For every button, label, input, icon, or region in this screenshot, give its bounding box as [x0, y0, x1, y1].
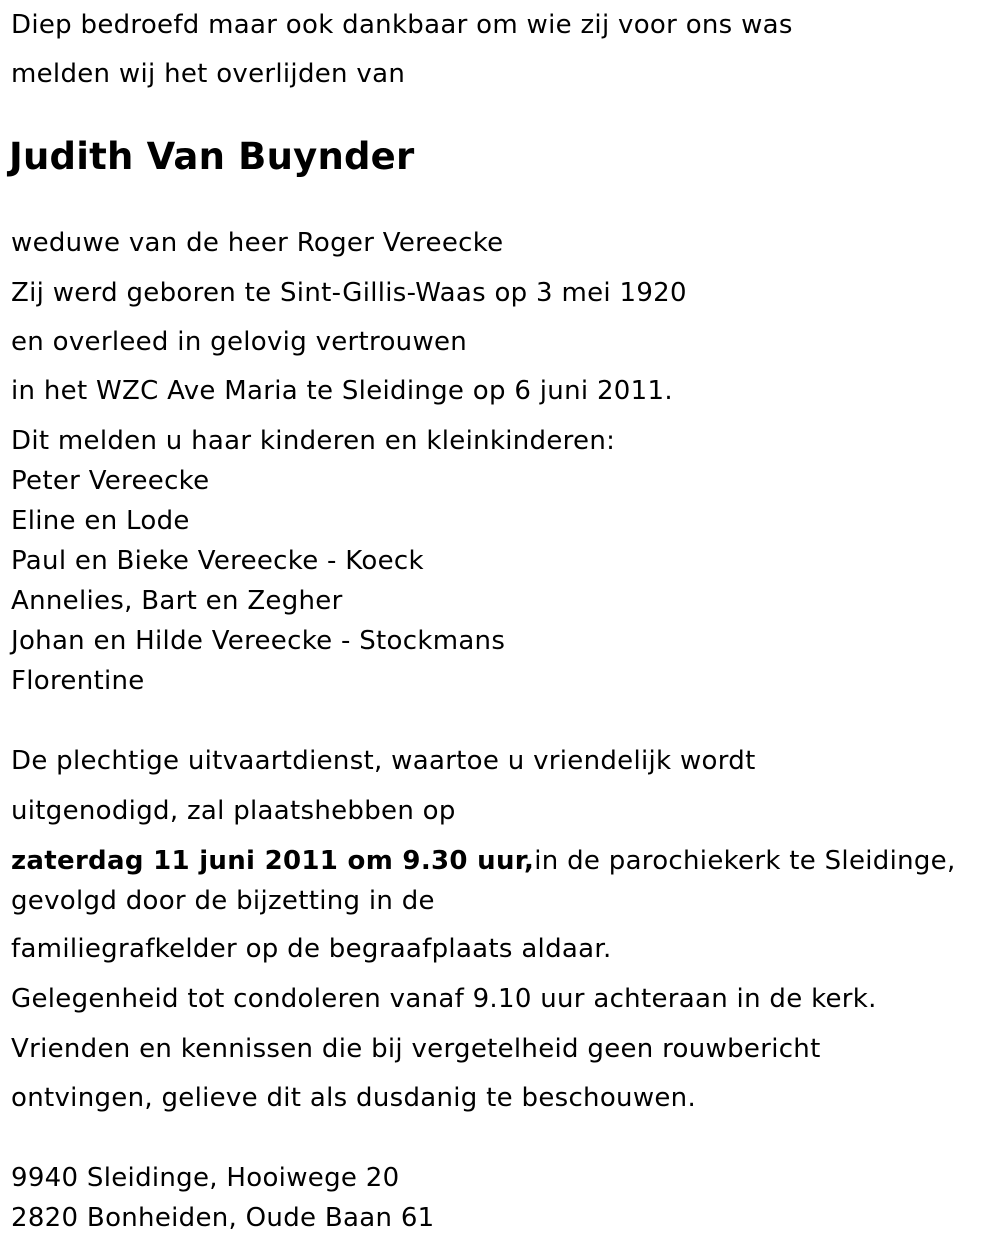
death-line-1: en overleed in gelovig vertrouwen [11, 327, 468, 357]
birth-line: Zij werd geboren te Sint-Gillis-Waas op 3 mei 1920 [11, 278, 687, 308]
service-line-4: gevolgd door de bijzetting in de [11, 886, 435, 916]
intro-line-1: Diep bedroefd maar ook dankbaar om wie zij voor ons was [11, 10, 793, 40]
service-line-2: uitgenodigd, zal plaatshebben op [11, 796, 456, 826]
family-member: Eline en Lode [11, 506, 190, 536]
service-date-time: zaterdag 11 juni 2011 om 9.30 uur, [11, 846, 535, 876]
death-line-2: in het WZC Ave Maria te Sleidinge op 6 juni 2011. [11, 376, 673, 406]
address-line: 9940 Sleidinge, Hooiwege 20 [11, 1163, 400, 1193]
family-member: Peter Vereecke [11, 466, 210, 496]
deceased-name: Judith Van Buynder [9, 135, 415, 178]
condolences-line: Gelegenheid tot condoleren vanaf 9.10 uur achteraan in de kerk. [11, 984, 877, 1014]
family-member: Annelies, Bart en Zegher [11, 586, 343, 616]
intro-line-2: melden wij het overlijden van [11, 59, 406, 89]
family-member: Johan en Hilde Vereecke - Stockmans [11, 626, 506, 656]
service-date-line [11, 846, 956, 876]
address-line: 2820 Bonheiden, Oude Baan 61 [11, 1203, 435, 1233]
notice-line-1: Vrienden en kennissen die bij vergetelheid geen rouwbericht [11, 1034, 821, 1064]
service-line-5: familiegrafkelder op de begraafplaats aldaar. [11, 934, 612, 964]
widow-of-line: weduwe van de heer Roger Vereecke [11, 228, 504, 258]
family-member: Paul en Bieke Vereecke - Koeck [11, 546, 424, 576]
family-member: Florentine [11, 666, 145, 696]
service-line-1: De plechtige uitvaartdienst, waartoe u vriendelijk wordt [11, 746, 756, 776]
family-intro: Dit melden u haar kinderen en kleinkinderen: [11, 426, 616, 456]
notice-line-2: ontvingen, gelieve dit als dusdanig te beschouwen. [11, 1083, 697, 1113]
service-location: in de parochiekerk te Sleidinge, [534, 846, 956, 876]
